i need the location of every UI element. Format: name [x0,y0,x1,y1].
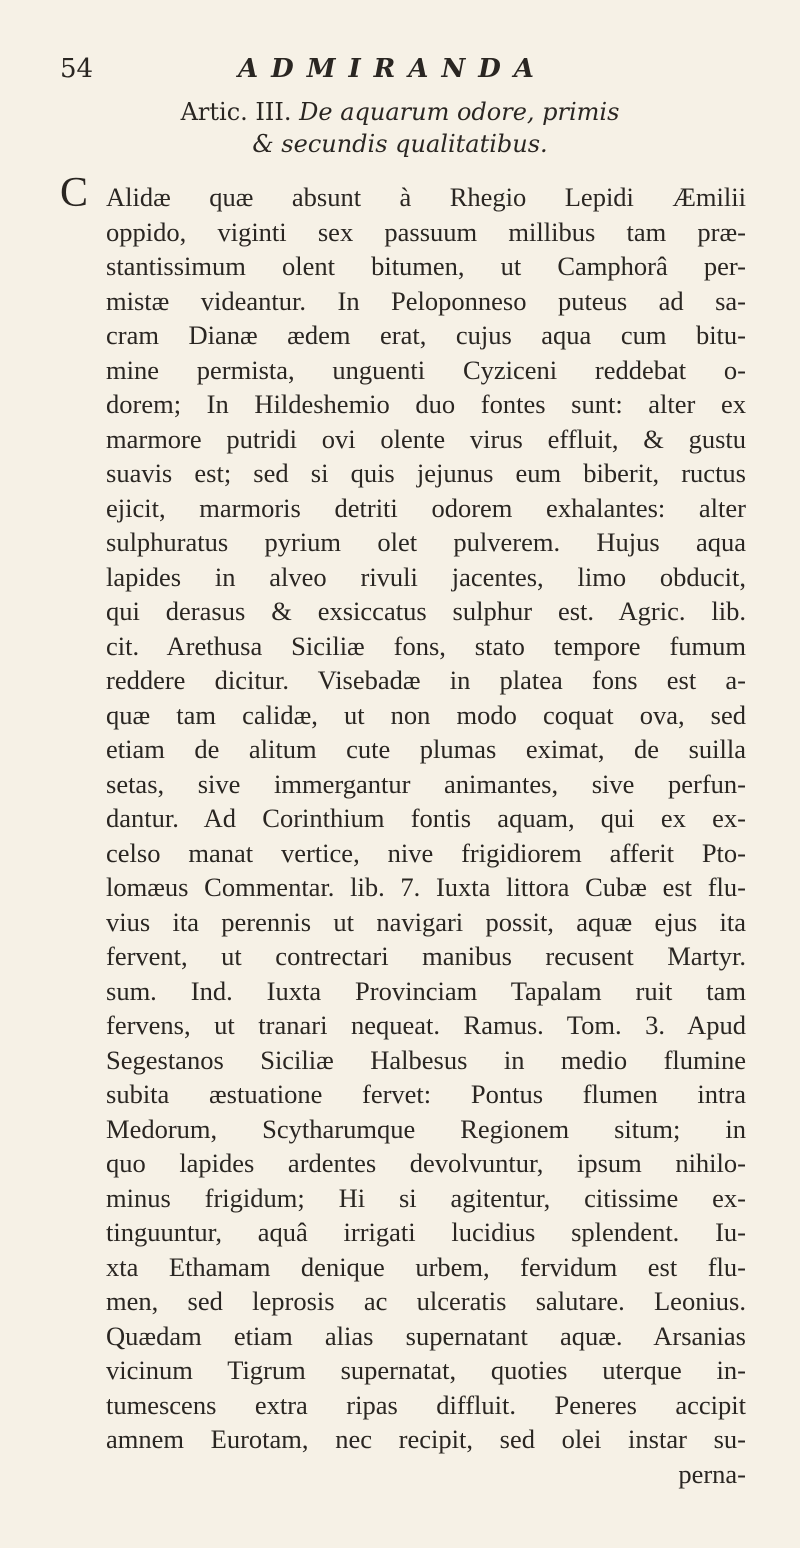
text-line: vius ita perennis ut navigari possit, aquæ ejus ita [106,906,746,937]
text-line: quo lapides ardentes devolvuntur, ipsum nihilo- [106,1148,746,1178]
text-line: dorem; In Hildeshemio duo fontes sunt: alter ex [106,389,746,419]
text-line: fervent, ut contrectari manibus recusent Martyr. [106,941,746,971]
text-line: amnem Eurotam, nec recipit, sed olei instar su- [106,1424,746,1454]
body-text [106,180,746,1491]
section-heading [0,98,800,158]
text-line: cit. Arethusa Siciliæ fons, stato tempore fumum [106,630,746,661]
text-line: lomæus Commentar. lib. 7. Iuxta littora Cubæ est flu- [106,872,746,902]
text-line: perna- [678,1458,746,1489]
text-line: setas, sive immergantur animantes, sive perfun- [106,768,746,799]
text-line: sulphuratus pyrium olet pulverem. Hujus aqua [106,527,746,557]
text-line: marmore putridi ovi olente virus effluit, & gustu [106,423,746,454]
text-line: Segestanos Siciliæ Halbesus in medio flumine [106,1044,746,1075]
text-line: reddere dicitur. Visebadæ in platea fons est a- [106,665,746,695]
text-line: Quædam etiam alias supernatant aquæ. Arsanias [106,1320,746,1351]
text-line: dantur. Ad Corinthium fontis aquam, qui ex ex- [106,803,746,833]
text-line: ejicit, marmoris detriti odorem exhalantes: alter [106,492,746,523]
text-line: oppido, viginti sex passuum millibus tam præ- [106,216,746,247]
text-line: xta Ethamam denique urbem, fervidum est flu- [106,1251,746,1282]
article-title-line1: De aquarum odore, primis [299,98,620,126]
drop-cap: C [60,170,89,216]
text-line: men, sed leprosis ac ulceratis salutare. Leonius. [106,1286,746,1316]
text-line: fervens, ut tranari nequeat. Ramus. Tom. 3. Apud [106,1010,746,1040]
text-line: suavis est; sed si quis jejunus eum biberit, ructus [106,458,746,488]
running-title: ADMIRANDA [238,54,547,84]
text-line: Medorum, Scytharumque Regionem situm; in [106,1113,746,1144]
text-line: etiam de alitum cute plumas eximat, de suilla [106,734,746,764]
text-line: qui derasus & exsiccatus sulphur est. Agric. lib. [106,596,746,626]
text-line: Alidæ quæ absunt à Rhegio Lepidi Æmilii [106,182,746,212]
text-line: tumescens extra ripas diffluit. Peneres accipit [106,1389,746,1420]
article-title-line2: & secundis qualitatibus. [252,130,548,158]
text-line: mine permista, unguenti Cyziceni reddebat o- [106,354,746,385]
running-head [0,52,800,92]
text-line: celso manat vertice, nive frigidiorem afferit Pto- [106,837,746,868]
text-line: quæ tam calidæ, ut non modo coquat ova, sed [106,699,746,730]
text-line: sum. Ind. Iuxta Provinciam Tapalam ruit tam [106,975,746,1006]
page-number: 54 [60,54,94,84]
text-line: subita æstuatione fervet: Pontus flumen intra [106,1079,746,1109]
text-line: lapides in alveo rivuli jacentes, limo obducit, [106,561,746,592]
text-line: tinguuntur, aquâ irrigati lucidius splendent. Iu- [106,1217,746,1247]
text-line: minus frigidum; Hi si agitentur, citissime ex- [106,1182,746,1213]
article-label: Artic. III. [180,98,292,126]
text-line: mistæ videantur. In Peloponneso puteus ad sa- [106,285,746,316]
text-line: cram Dianæ ædem erat, cujus aqua cum bitu- [106,320,746,350]
text-line: stantissimum olent bitumen, ut Camphorâ per- [106,251,746,281]
text-line: vicinum Tigrum supernatat, quoties uterque in- [106,1355,746,1385]
